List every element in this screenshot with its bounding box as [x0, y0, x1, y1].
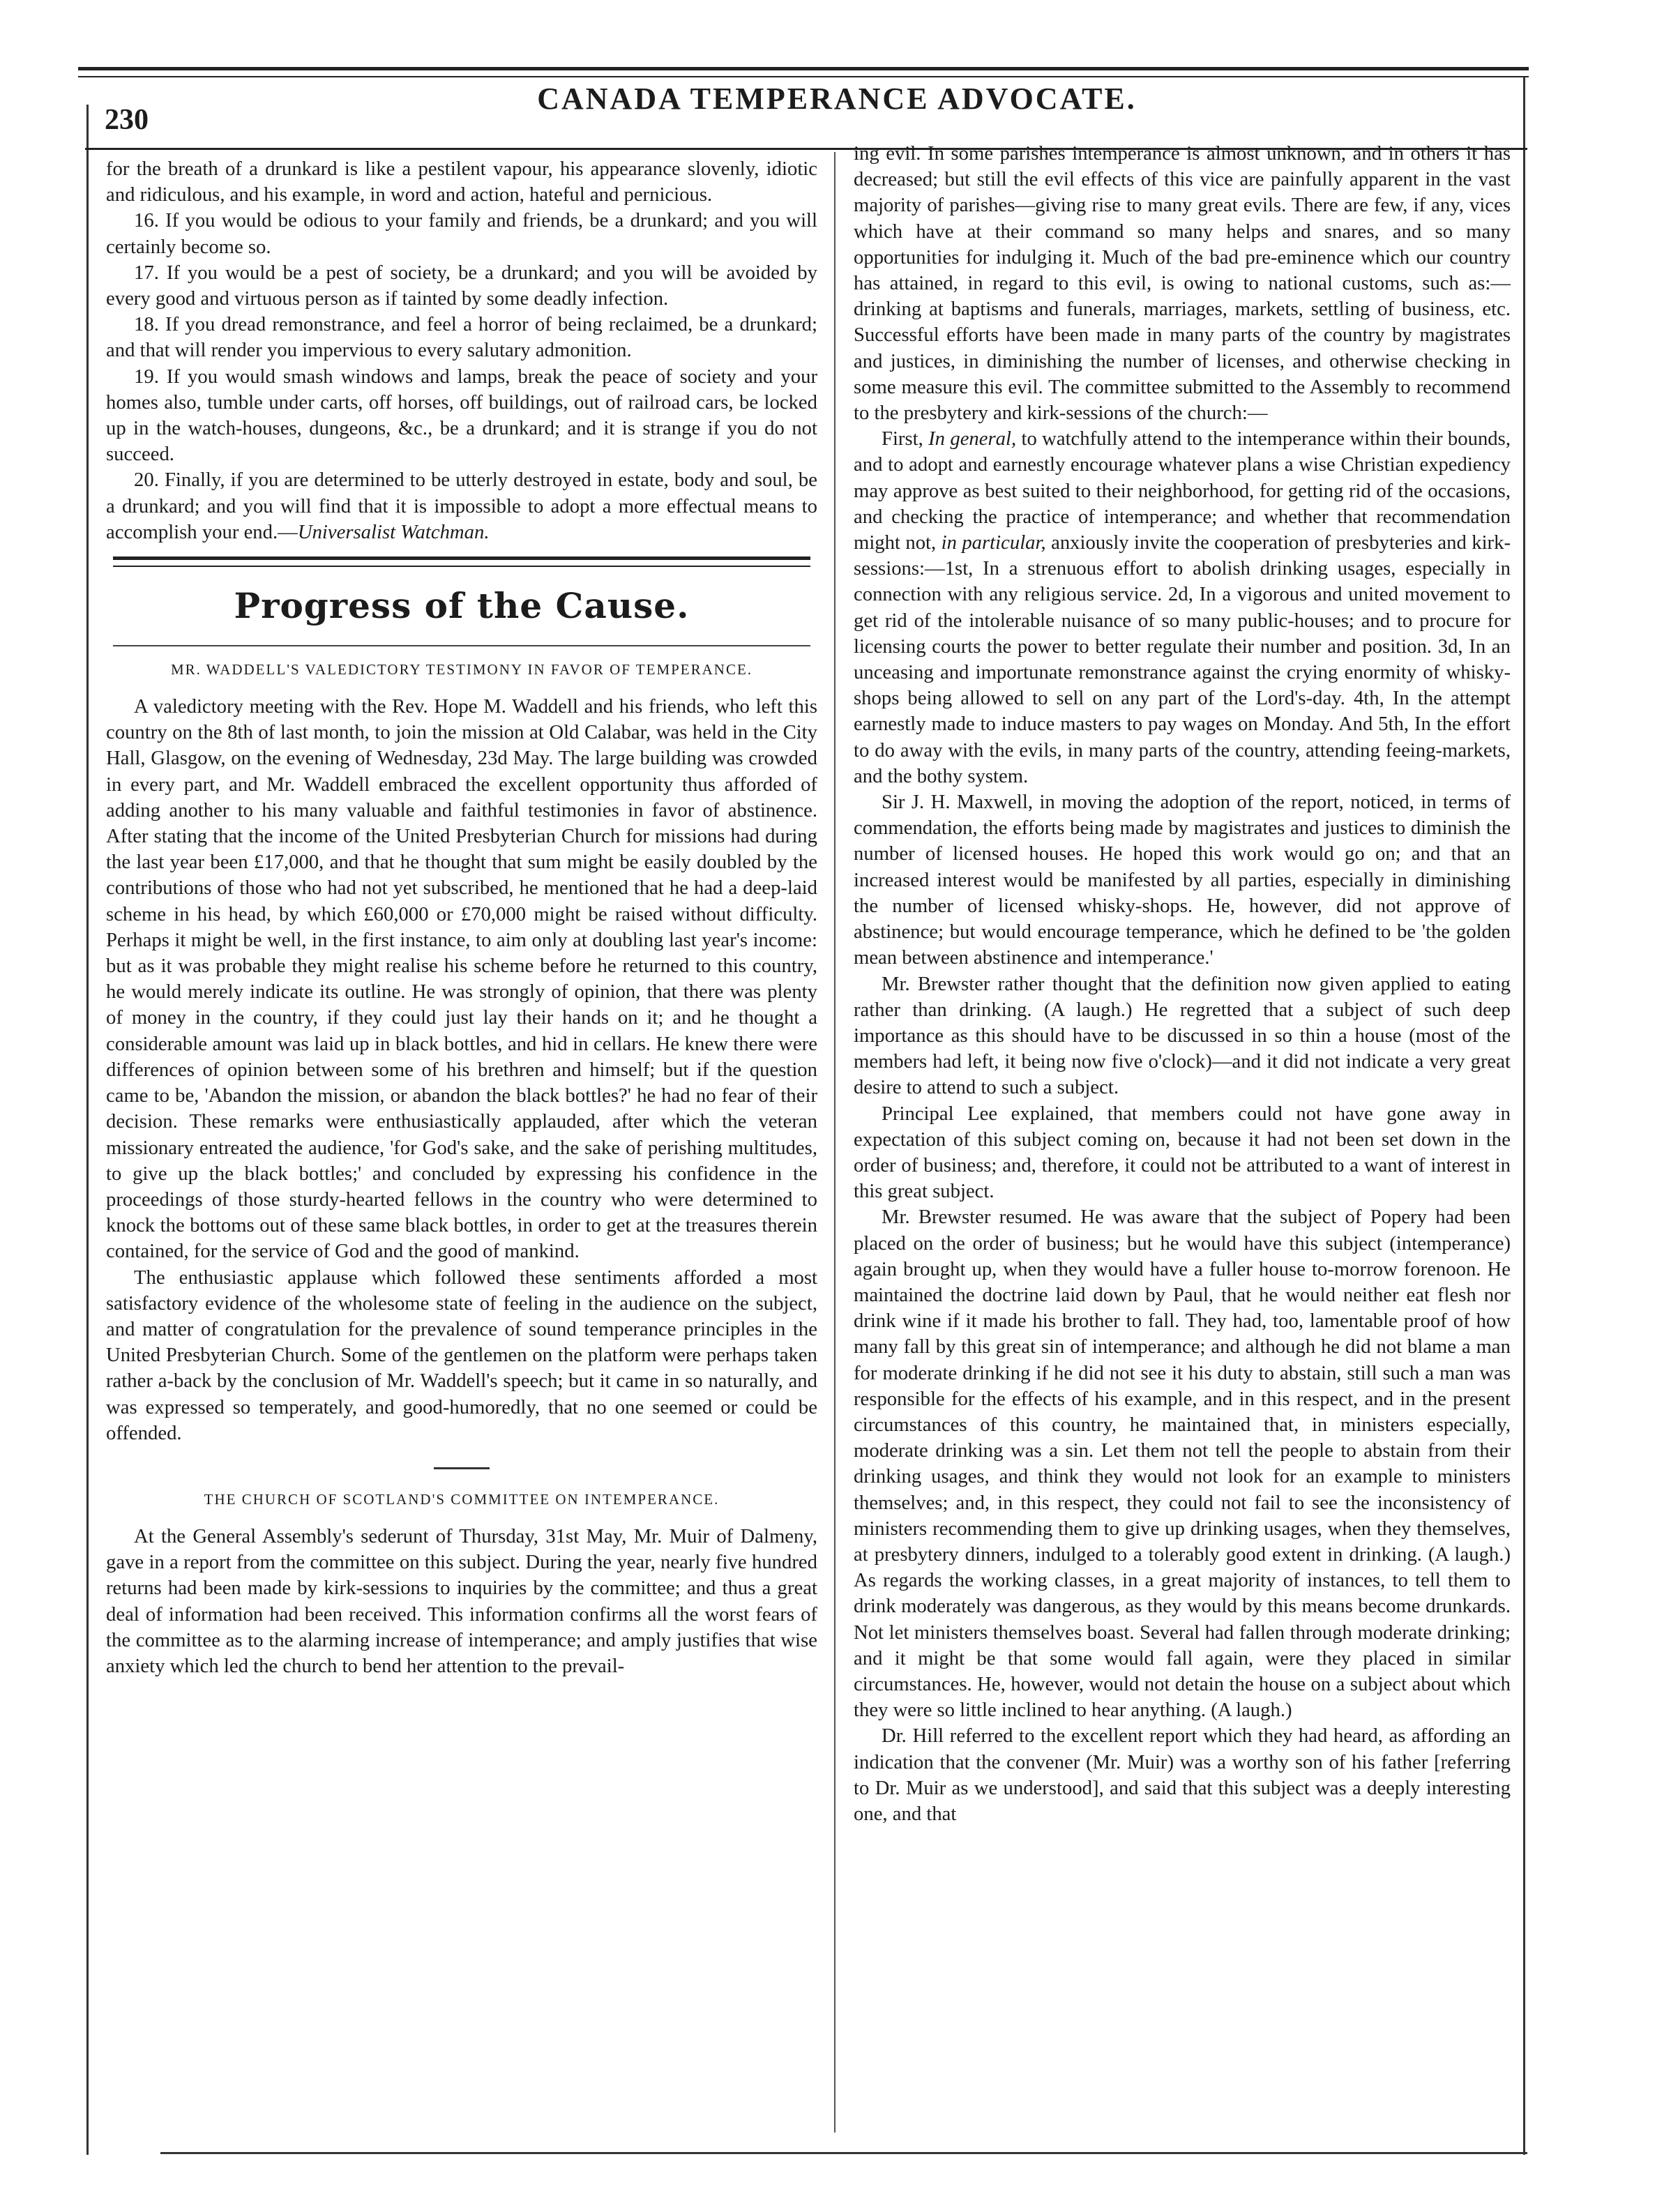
right-column — [854, 141, 1511, 1827]
section-thin-rule — [113, 645, 810, 646]
page-header-title: CANADA TEMPERANCE ADVOCATE. — [537, 82, 1137, 116]
article-paragraph: At the General Assembly's sederunt of Thursday, 31st May, Mr. Muir of Dalmeny, gave in a report from the committee on this subject. During the year, nearly five hundred returns had been made by kirk-sessions to inquiries by the committee; and thus a great deal of information had been received. This information confirms all the worst fears of the committee as to the alarming increase of intemperance; and amply justifies that wise anxiety which led the church to bend her attention to the prevail- — [106, 1524, 817, 1677]
article-paragraph: Mr. Brewster resumed. He was aware that the subject of Popery had been placed on the order of business; but he would have this subject (intemperance) again brought up, when they would have a fuller house to-morrow forenoon. He maintained the doctrine laid down by Paul, that he would neither eat flesh nor drink wine if it made his brother to fall. They had, too, lamentable proof of how many fall by this great sin of intemperance; and although he did not blame a man for moderate drinking if he did not see it his duty to abstain, still such a man was responsible for the effects of his example, and in this respect, and in the present circumstances of this country, he maintained that, in ministers especially, moderate drinking was a sin. Let them not tell the people to abstain from their drinking usages, and think they would not look for an example to ministers themselves; and, in this respect, they could not fail to see the inconsistency of ministers recommending them to give up drinking usages, when they themselves, at presbytery dinners, indulged to a tolerably good extent in drinking. (A laugh.) As regards the working classes, in a great majority of instances, to tell them to drink moderately was dangerous, as they would by this means become drunkards. Not let ministers themselves boast. Several had fallen through moderate drinking; and it might be that some would fall again, were they placed in similar circumstances. He, however, would not detain the house on a subject about which they were so little inclined to hear anything. (A laugh.) — [854, 1206, 1511, 1722]
article-title-waddell: MR. WADDELL'S VALEDICTORY TESTIMONY IN FAVOR OF TEMPERANCE. — [170, 661, 753, 679]
list-item-16: 16. If you would be odious to your family and friends, be a drunkard; and you will certainly become so. — [106, 209, 817, 258]
italic-text-run: In general, — [928, 427, 1017, 450]
text-run: to watchfully attend to the intemperance within their bounds, and to adopt and earnestly encourage whatever plans a wise Christian expediency may approve as best suited to their neighborhood, for getting rid of the occasions, and checking the practice of intemperance; and whether that recommendation might not, — [854, 427, 1511, 554]
article-paragraph: Sir J. H. Maxwell, in moving the adoption of the report, noticed, in terms of commendation, the efforts being made by magistrates and justices to diminish the number of licensed houses. He hoped this work would go on; and that an increased interest would be manifested by all parties, especially in diminishing the number of licensed whisky-shops. He, however, did not approve of abstinence; but would encourage temperance, which he defined to be 'the golden mean between abstinence and intemperance.' — [854, 791, 1511, 969]
list-item-18: 18. If you dread remonstrance, and feel a horror of being reclaimed, be a drunkard; and that will render you impervious to every salutary admonition. — [106, 313, 817, 362]
article-title-church-of-scotland: THE CHURCH OF SCOTLAND'S COMMITTEE ON INTEMPERANCE. — [204, 1490, 720, 1508]
article-paragraph: A valedictory meeting with the Rev. Hope M. Waddell and his friends, who left this country on the 8th of last month, to join the mission at Old Calabar, was held in the City Hall, Glasgow, on the evening of Wednesday, 23d May. The large building was crowded in every part, and Mr. Waddell embraced the excellent opportunity thus afforded of adding another to his many valuable and faithful testimonies in favor of abstinence. After stating that the income of the United Presbyterian Church for missions had during the last year been £17,000, and that he thought that sum might be easily doubled by the contributions of those who had not yet subscribed, he mentioned that he had a deep-laid scheme in his head, by which £60,000 or £70,000 might be raised without difficulty. Perhaps it might be well, in the first instance, to aim only at doubling last year's income: but as it was probable they might realise his scheme before he returned to this country, he would merely indicate its outline. He was strongly of opinion, that there was plenty of money in the country, if they could just lay their hands on it; and he thought a considerable amount was laid up in black bottles, and hid in cellars. He knew there were differences of opinion between some of his brethren and himself; but if the question came to be, 'Abandon the mission, or abandon the black bottles?' he had no fear of their decision. These remarks were enthusiastically applauded, after which the veteran missionary entreated the audience, 'for God's sake, and the sake of perishing multitudes, to give up the black bottles;' and concluded by expressing his confidence in the proceedings of those sturdy-hearted fellows in the country who were determined to knock the bottoms out of these same black bottles, in order to get at the treasures therein contained, for the service of God and the good of mankind. — [106, 695, 817, 1263]
text-run: anxiously invite the cooperation of presbyteries and kirk-sessions:—1st, In a strenuous effort to abolish drinking usages, especially in connection with any religious service. 2d, In a vigorous and united movement to get rid of the intolerable nuisance of so many public-houses; and to procure for licensing courts the power to better regulate their number and position. 3d, In an unceasing and importunate remonstrance against the crying enormity of whisky-shops being allowed to sell on any part of the Lord's-day. 4th, In the attempt earnestly made to induce masters to pay wages on Monday. And 5th, In the effort to do away with the evils, in many parts of the country, attending feeing-markets, and the bothy system. — [854, 531, 1511, 787]
left-border-rule — [86, 105, 89, 2155]
article-paragraph: Dr. Hill referred to the excellent report which they had heard, as affording an indication that the convener (Mr. Muir) was a worthy son of his father [referring to Dr. Muir as we understood], and said that this subject was a deeply interesting one, and that — [854, 1725, 1511, 1825]
list-item-20 — [106, 467, 817, 545]
source-signature: Universalist Watchman. — [297, 520, 490, 543]
article-paragraph — [854, 426, 1511, 789]
top-double-rule — [78, 67, 1529, 77]
italic-text-run: in particular, — [941, 531, 1046, 554]
section-title: Progress of the Cause. — [234, 585, 690, 627]
section-double-rule — [113, 556, 810, 567]
article-separator-rule — [434, 1467, 490, 1469]
article-paragraph: Principal Lee explained, that members could not have gone away in expectation of this subject coming on, because it had not been set down in the order of business; and, therefore, it could not be attributed to a want of interest in this great subject. — [854, 1102, 1511, 1203]
left-column — [106, 156, 817, 1679]
article-paragraph: ing evil. In some parishes intemperance is almost unknown, and in others it has decreased; but still the evil effects of this vice are painfully apparent in the vast majority of parishes—giving rise to many great evils. There are few, if any, vices which have at their command so many helps and snares, and so many opportunities for indulging it. Much of the bad pre-eminence which our country has attained, in regard to this evil, is owing to national customs, such as:—drinking at baptisms and funerals, marriages, markets, settling of business, etc. Successful efforts have been made in many parts of the country by magistrates and justices, in diminishing the number of licenses, and otherwise checking in some measure this evil. The committee submitted to the Assembly to recommend to the presbytery and kirk-sessions of the church:— — [854, 142, 1511, 425]
right-border-rule — [1523, 77, 1525, 2155]
intro-paragraph: for the breath of a drunkard is like a pestilent vapour, his appearance slovenly, idiotic and ridiculous, and his example, in word and action, hateful and pernicious. — [106, 158, 817, 206]
text-run: First, — [882, 427, 923, 450]
list-item-19: 19. If you would smash windows and lamps, break the peace of society and your homes also, tumble under carts, off horses, off buildings, out of railroad cars, be locked up in the watch-houses, dungeons, &c., be a drunkard; and it is strange if you do not succeed. — [106, 365, 817, 466]
bottom-rule — [160, 2152, 1527, 2157]
article-paragraph: The enthusiastic applause which followed these sentiments afforded a most satisfactory evidence of the wholesome state of feeling in the audience on the subject, and matter of congratulation for the prevalence of sound temperance principles in the United Presbyterian Church. Some of the gentlemen on the platform were perhaps taken rather a-back by the conclusion of Mr. Waddell's speech; but it came in so naturally, and was expressed so temperately, and good-humoredly, that no one seemed or could be offended. — [106, 1266, 817, 1444]
list-item-20-text: 20. Finally, if you are determined to be utterly destroyed in estate, body and soul, be a drunkard; and you will find that it is impossible to adopt a more effectual means to accomplish your end.— — [106, 469, 817, 543]
article-paragraph: Mr. Brewster rather thought that the definition now given applied to eating rather than drinking. (A laugh.) He regretted that a subject of such deep importance as this should have to be discussed in so thin a house (most of the members had left, it being now five o'clock)—and it did not indicate a very great desire to attend to such a subject. — [854, 972, 1511, 1099]
page-number: 230 — [105, 104, 149, 136]
list-item-17: 17. If you would be a pest of society, be a drunkard; and you will be avoided by every good and virtuous person as if tainted by some deadly infection. — [106, 261, 817, 310]
column-divider — [834, 152, 836, 2133]
